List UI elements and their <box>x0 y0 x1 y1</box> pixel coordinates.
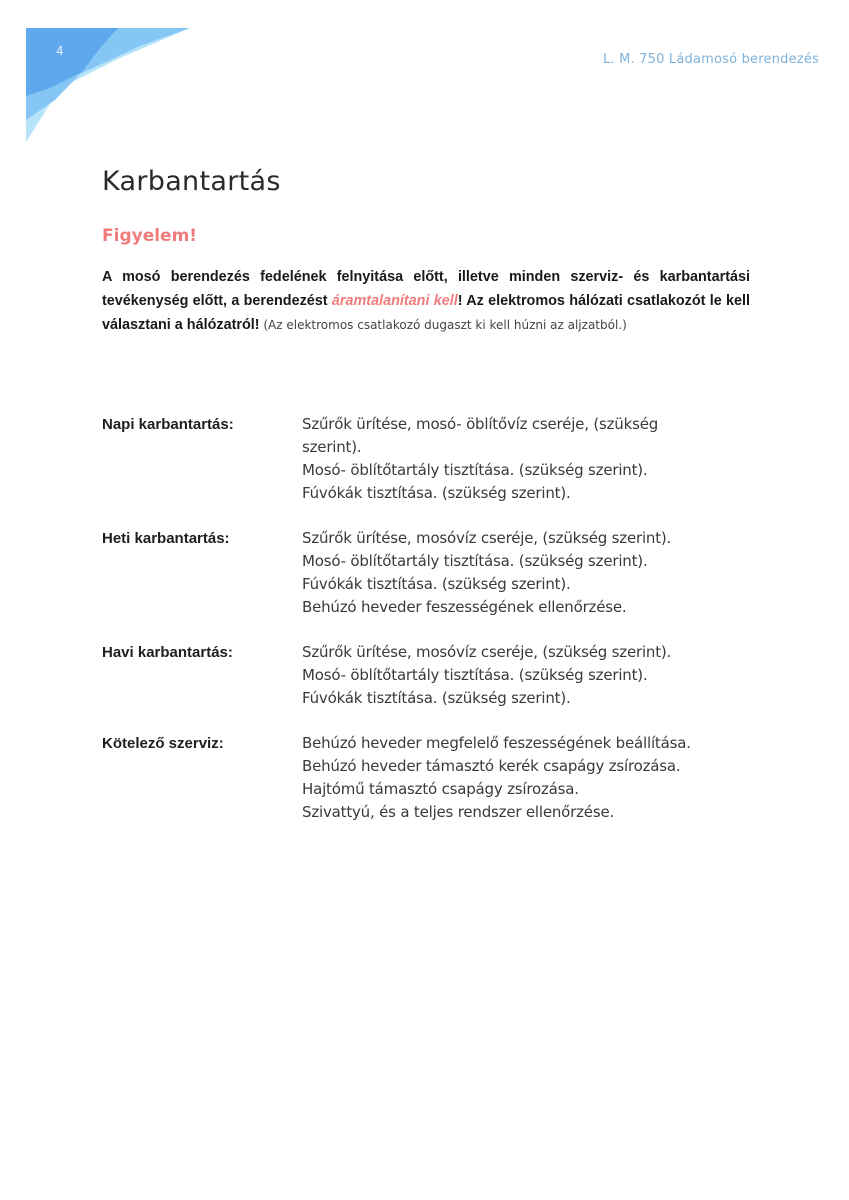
schedule-row-daily <box>102 413 762 505</box>
corner-decoration <box>0 0 200 150</box>
schedule-item: Behúzó heveder megfelelő feszességének beállítása. <box>302 734 691 752</box>
schedule-label: Havi karbantartás: <box>102 644 233 661</box>
schedule-item: Szűrők ürítése, mosóvíz cseréje, (szükség szerint). <box>302 529 672 547</box>
schedule-item: Hajtómű támasztó csapágy zsírozása. <box>302 780 579 798</box>
schedule-item: Szűrők ürítése, mosóvíz cseréje, (szükség szerint). <box>302 643 672 661</box>
schedule-items <box>302 413 762 505</box>
schedule-row-monthly <box>102 641 762 710</box>
document-title: L. M. 750 Ládamosó berendezés <box>602 52 819 67</box>
schedule-item: Szivattyú, és a teljes rendszer ellenőrzése. <box>302 803 615 821</box>
schedule-item: Fúvókák tisztítása. (szükség szerint). <box>302 575 571 593</box>
schedule-label: Napi karbantartás: <box>102 416 234 433</box>
schedule-item: Fúvókák tisztítása. (szükség szerint). <box>302 484 571 502</box>
schedule-item: Szűrők ürítése, mosó- öblítővíz cseréje, (szükség szerint). <box>302 415 659 456</box>
warning-note: (Az elektromos csatlakozó dugaszt ki kell húzni az aljzatból.) <box>259 318 627 332</box>
section-title: Karbantartás <box>102 166 281 197</box>
schedule-item: Mosó- öblítőtartály tisztítása. (szükség szerint). <box>302 552 648 570</box>
schedule-row-weekly <box>102 527 762 619</box>
warning-text-part1: A mosó berendezés fedelének felnyitása előtt, illetve minden szerviz- és karbantartási tevékenység előtt, a berendezést <box>102 269 750 309</box>
schedule-item: Mosó- öblítőtartály tisztítása. (szükség szerint). <box>302 461 648 479</box>
schedule-label: Kötelező szerviz: <box>102 735 224 752</box>
page-number: 4 <box>56 44 64 58</box>
maintenance-schedule <box>102 413 762 846</box>
schedule-item: Behúzó heveder támasztó kerék csapágy zsírozása. <box>302 757 681 775</box>
schedule-label: Heti karbantartás: <box>102 530 230 547</box>
warning-paragraph <box>102 265 750 337</box>
schedule-item: Mosó- öblítőtartály tisztítása. (szükség szerint). <box>302 666 648 684</box>
schedule-items <box>302 527 762 619</box>
warning-heading: Figyelem! <box>102 226 198 246</box>
schedule-items <box>302 732 762 824</box>
schedule-row-mandatory-service <box>102 732 762 824</box>
schedule-item: Fúvókák tisztítása. (szükség szerint). <box>302 689 571 707</box>
warning-text-part2: ! Az elektromos hálózati csatlakozót le kell választani a hálózatról! <box>102 293 750 333</box>
schedule-items <box>302 641 762 710</box>
schedule-item: Behúzó heveder feszességének ellenőrzése. <box>302 598 627 616</box>
warning-emphasis: áramtalanítani kell <box>331 293 458 309</box>
